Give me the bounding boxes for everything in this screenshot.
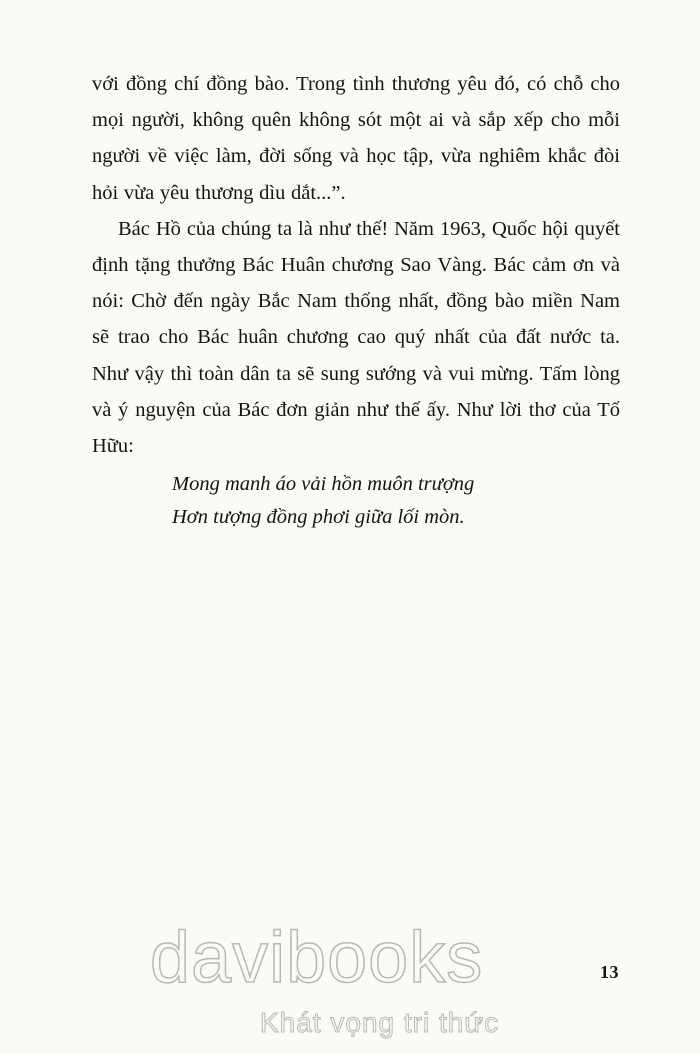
paragraph-continuation: với đồng chí đồng bào. Trong tình thương yêu đó, có chỗ cho mọi người, không quên không sót một ai và sắp xếp cho mỗi người về việc làm, đời sống và học tập, vừa nghiêm khắc đòi hỏi vừa yêu thương dìu dắt...”.	[92, 73, 620, 204]
watermark-tagline: Khát vọng tri thức	[260, 1007, 500, 1038]
poem-line-1: Mong manh áo vải hồn muôn trượng	[172, 473, 475, 496]
poem-line-2: Hơn tượng đồng phơi giữa lối mòn.	[172, 506, 465, 529]
page-number: 13	[600, 962, 619, 982]
page-body	[92, 66, 620, 534]
poem-quote	[172, 468, 620, 534]
publisher-watermark	[150, 918, 550, 1048]
paragraph-bac-ho: Bác Hồ của chúng ta là như thế! Năm 1963, Quốc hội quyết định tặng thưởng Bác Huân chương Sao Vàng. Bác cảm ơn và nói: Chờ đến ngày Bắc Nam thống nhất, đồng bào miền Nam sẽ trao cho Bác huân chương cao quý nhất của đất nước ta. Như vậy thì toàn dân ta sẽ sung sướng và vui mừng. Tấm lòng và ý nguyện của Bác đơn giản như thế ấy. Như lời thơ của Tố Hữu:	[92, 217, 620, 458]
watermark-brand: davibooks	[150, 918, 484, 998]
